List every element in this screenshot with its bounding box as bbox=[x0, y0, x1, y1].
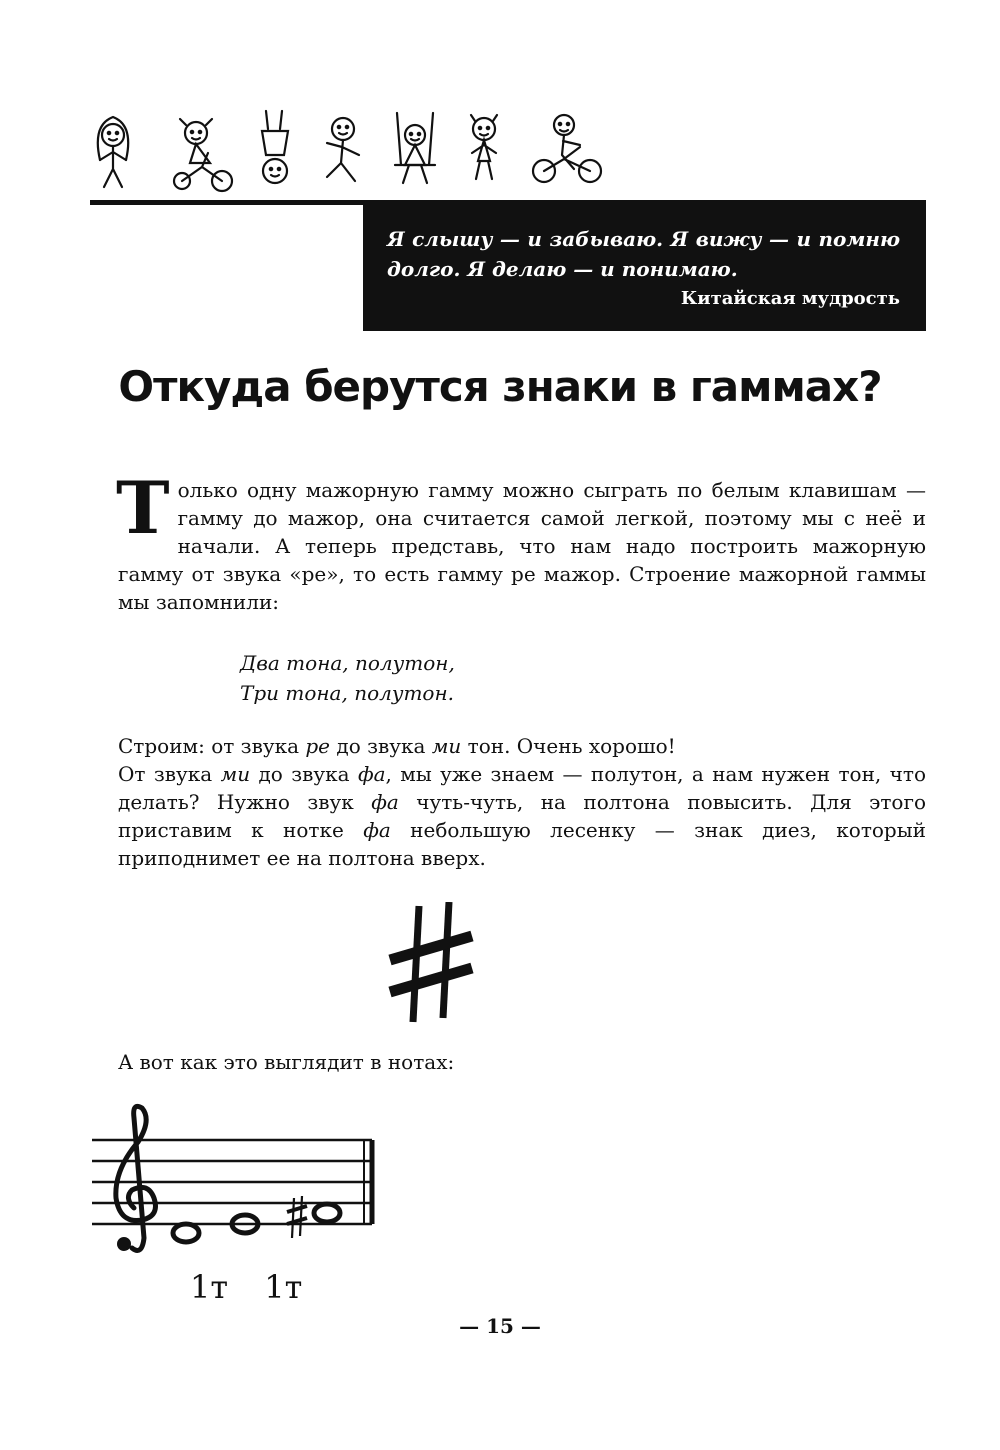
standing-kid-icon bbox=[471, 115, 497, 179]
sentence-sharp-explanation: От звука ми до звука фа, мы уже знаем — полутон, а нам нужен тон, что делать? Нужно звук фа чуть-чуть, на полтона повысить. Для этого приставим к нотке фа небольшую лесенку — знак диез, который приподнимет ее на полтона вверх. bbox=[118, 762, 926, 870]
running-kid-icon bbox=[327, 118, 359, 181]
verse-line: Два тона, полутон, bbox=[240, 651, 455, 675]
page-number: — 15 — bbox=[459, 1314, 541, 1338]
verse-line: Три тона, полутон. bbox=[240, 681, 454, 705]
notes-intro: А вот как это выглядит в нотах: bbox=[118, 1050, 455, 1074]
drop-cap: Т bbox=[116, 465, 170, 550]
children-illustration-row bbox=[88, 105, 628, 195]
epigraph-author: Китайская мудрость bbox=[680, 288, 900, 309]
music-staff bbox=[90, 1098, 390, 1264]
page-title: Откуда берутся знаки в гаммах? bbox=[118, 362, 882, 411]
note-fa-sharp bbox=[314, 1204, 340, 1222]
treble-clef-icon bbox=[116, 1106, 156, 1250]
tone-label: 1т bbox=[264, 1268, 303, 1306]
jump-rope-kid-icon bbox=[98, 117, 128, 187]
upside-down-kid-icon bbox=[262, 111, 288, 183]
swing-kid-icon bbox=[395, 113, 435, 183]
bike-girl-icon bbox=[174, 119, 232, 191]
intro-paragraph-text: олько одну мажорную гамму можно сыграть по белым клавишам — гамму до мажор, она считается самой легкой, поэтому мы с неё и начали. А теперь представь, что нам надо построить мажорную гамму от звука «ре», то есть гамму ре мажор. Строение мажорной гаммы мы запомнили: bbox=[118, 478, 926, 614]
construction-paragraph bbox=[118, 732, 926, 872]
note-re bbox=[173, 1224, 199, 1242]
sharp-icon bbox=[386, 902, 476, 1024]
sentence-build: Строим: от звука ре до звука ми тон. Очень хорошо! bbox=[118, 734, 676, 758]
verse bbox=[240, 648, 455, 708]
intro-paragraph bbox=[116, 465, 926, 616]
clef-dot bbox=[117, 1237, 131, 1251]
epigraph-box bbox=[363, 200, 926, 331]
tone-label: 1т bbox=[190, 1268, 229, 1306]
epigraph-text: Я слышу — и забываю. Я вижу — и помню долго. Я делаю — и понимаю. bbox=[387, 227, 900, 281]
staff-lines bbox=[92, 1140, 372, 1224]
children-playing-icon bbox=[88, 105, 628, 195]
bike-boy-icon bbox=[533, 115, 601, 182]
tone-labels bbox=[190, 1268, 328, 1306]
